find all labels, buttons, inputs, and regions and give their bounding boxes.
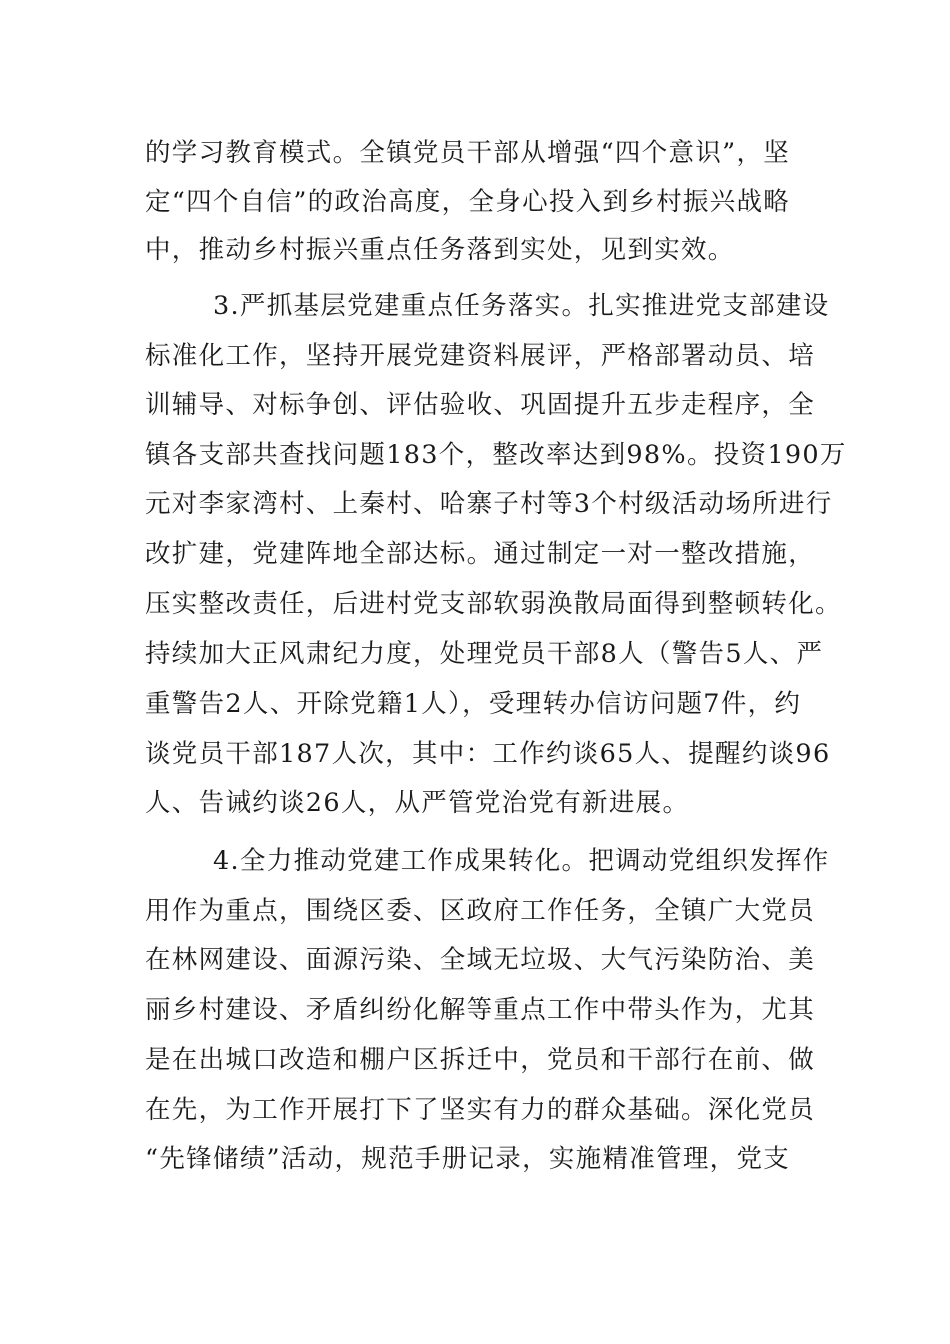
text-line: 压实整改责任，后进村党支部软弱涣散局面得到整顿转化。 [145, 589, 842, 619]
text-line: 在先，为工作开展打下了坚实有力的群众基础。深化党员 [145, 1095, 816, 1125]
text-line: 镇各支部共查找问题183个，整改率达到98%。投资190万 [145, 440, 847, 470]
text-line: 训辅导、对标争创、评估验收、巩固提升五步走程序，全 [145, 390, 816, 420]
text-line: 丽乡村建设、矛盾纠纷化解等重点工作中带头作为，尤其 [145, 995, 816, 1025]
text-line: 改扩建，党建阵地全部达标。通过制定一对一整改措施， [145, 539, 816, 569]
text-line: 重警告2人、开除党籍1人），受理转办信访问题7件，约 [145, 689, 802, 719]
text-line: 是在出城口改造和棚户区拆迁中，党员和干部行在前、做 [145, 1045, 816, 1075]
paragraph-3-heading-line: 3.严抓基层党建重点任务落实。扎实推进党支部建设 [213, 291, 830, 321]
text-line: 的学习教育模式。全镇党员干部从增强“四个意识”，坚 [145, 138, 791, 168]
text-line: 中，推动乡村振兴重点任务落到实处，见到实效。 [145, 235, 735, 265]
text-line: 元对李家湾村、上秦村、哈寨子村等3个村级活动场所进行 [145, 489, 833, 519]
paragraph-4-heading-line: 4.全力推动党建工作成果转化。把调动党组织发挥作 [213, 846, 830, 876]
text-line: 定“四个自信”的政治高度，全身心投入到乡村振兴战略 [145, 187, 791, 217]
text-line: 用作为重点，围绕区委、区政府工作任务，全镇广大党员 [145, 896, 816, 926]
text-line: 标准化工作，坚持开展党建资料展评，严格部署动员、培 [145, 341, 816, 371]
text-line: “先锋储绩”活动，规范手册记录，实施精准管理，党支 [145, 1144, 791, 1174]
text-line: 在林网建设、面源污染、全域无垃圾、大气污染防治、美 [145, 945, 816, 975]
text-line: 人、告诫约谈26人，从严管党治党有新进展。 [145, 788, 690, 818]
text-line: 谈党员干部187人次，其中：工作约谈65人、提醒约谈96 [145, 739, 831, 769]
text-line: 持续加大正风肃纪力度，处理党员干部8人（警告5人、严 [145, 639, 824, 669]
